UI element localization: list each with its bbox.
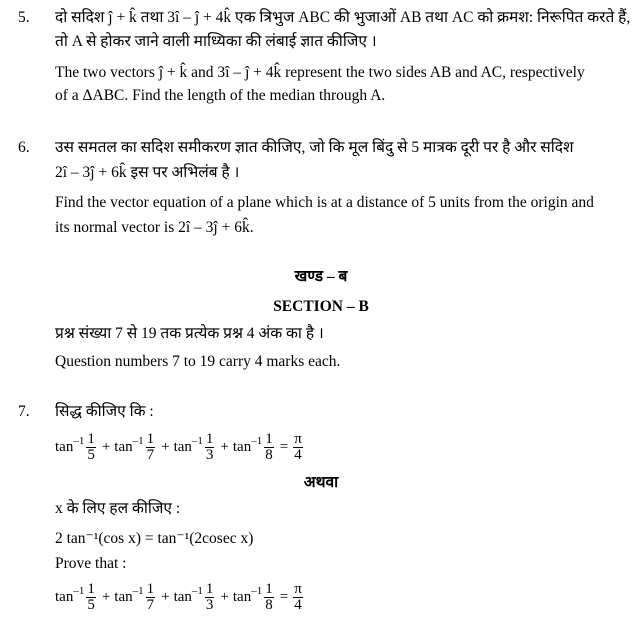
tan-fn: tan [55, 439, 74, 455]
q5-number: 5. [18, 9, 30, 26]
q7-number: 7. [18, 403, 30, 420]
section-english-title: SECTION – B [273, 298, 369, 315]
section-hindi-note: प्रश्न संख्या 7 से 19 तक प्रत्येक प्रश्न 4 अंक का है । [55, 325, 324, 342]
q6-english-line2: its normal vector is 2î – 3ĵ + 6k̂. [55, 219, 254, 236]
q5-english-line1: The two vectors ĵ + k̂ and 3î – ĵ + 4k̂ represent the two sides AB and AC, respectively [55, 64, 585, 81]
q5-english-line2: of a ΔABC. Find the length of the median through A. [55, 87, 386, 104]
section-english-note: Question numbers 7 to 19 carry 4 marks each. [55, 353, 341, 370]
q7-or: अथवा [303, 474, 339, 491]
q7-formula-1: tan –1 $\frac{1}{5}$ + tan –1 $\frac{1}{7}$ + tan –1 $\frac{1}{3}$ + tan –1 $\frac{1}{8}$ = $\frac{\pi}{4}$ [55, 431, 302, 463]
q7-formula-2: tan –1 $\frac{1}{5}$ + tan –1 $\frac{1}{7}$ + tan –1 $\frac{1}{3}$ + tan –1 $\frac{1}{8}$ = $\frac{\pi}{4}$ [55, 581, 302, 613]
q5-hindi-line2: तो A से होकर जाने वाली माध्यिका की लंबाई ज्ञात कीजिए । [55, 33, 377, 50]
q7-english-prove: Prove that : [55, 555, 127, 572]
q7-hindi-prove: सिद्ध कीजिए कि : [55, 403, 154, 420]
q5-hindi-line1: दो सदिश ĵ + k̂ तथा 3î – ĵ + 4k̂ एक त्रिभुज ABC की भुजाओं AB तथा AC को क्रमश: निरूपित करते हैं, [55, 9, 631, 26]
q7-hindi-solve: x के लिए हल कीजिए : [55, 500, 181, 517]
section-hindi-title: खण्ड – ब [294, 268, 348, 285]
fraction: $\frac{1}{5}$ [87, 431, 95, 463]
q6-english-line1: Find the vector equation of a plane which is at a distance of 5 units from the origin and [55, 194, 594, 211]
q7-equation: 2 tan⁻¹(cos x) = tan⁻¹(2cosec x) [55, 530, 254, 547]
q6-hindi-line2: 2î – 3ĵ + 6k̂ इस पर अभिलंब है । [55, 164, 240, 181]
q6-hindi-line1: उस समतल का सदिश समीकरण ज्ञात कीजिए, जो कि मूल बिंदु से 5 मात्रक दूरी पर है और सदिश [55, 139, 574, 156]
q6-number: 6. [18, 139, 30, 156]
